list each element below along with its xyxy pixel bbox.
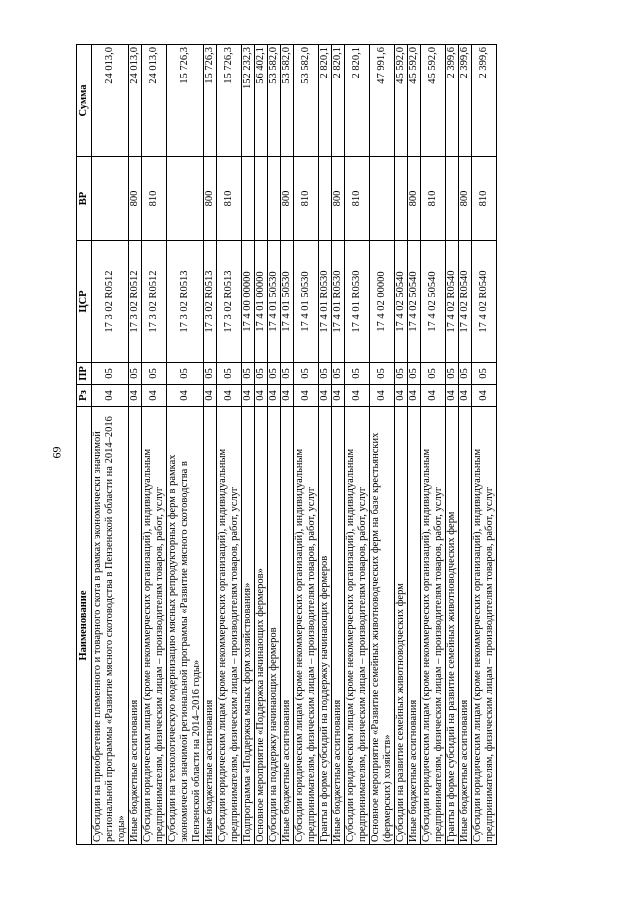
cell-vr: 800 bbox=[408, 157, 421, 241]
cell-sum: 45 592,0 bbox=[395, 45, 408, 157]
cell-vr: 810 bbox=[142, 157, 167, 241]
cell-vr: 810 bbox=[472, 157, 497, 241]
cell-sum: 53 582,0 bbox=[294, 45, 319, 157]
cell-pr: 05 bbox=[242, 363, 255, 385]
cell-vr bbox=[319, 157, 332, 241]
cell-csr: 17 3 02 R0513 bbox=[204, 241, 217, 363]
table-row bbox=[370, 45, 395, 845]
cell-pr: 05 bbox=[332, 363, 345, 385]
cell-vr: 810 bbox=[217, 157, 242, 241]
cell-csr: 17 3 02 R0512 bbox=[129, 241, 142, 363]
cell-name: Субсидии на приобретение племенного и товарного скота в рамках экономически значимой региональной программы «Развитие мясного скотоводства в Пензенской области на 2014–2016 годы» bbox=[92, 407, 129, 845]
cell-rz: 04 bbox=[204, 385, 217, 407]
cell-vr bbox=[446, 157, 459, 241]
page-number-container bbox=[47, 0, 67, 905]
cell-vr: 800 bbox=[332, 157, 345, 241]
cell-sum: 53 582,0 bbox=[281, 45, 294, 157]
cell-rz: 04 bbox=[217, 385, 242, 407]
cell-pr: 05 bbox=[294, 363, 319, 385]
cell-sum: 45 592,0 bbox=[421, 45, 446, 157]
cell-sum: 2 820,1 bbox=[345, 45, 370, 157]
cell-sum: 53 582,0 bbox=[268, 45, 281, 157]
table-row bbox=[294, 45, 319, 845]
cell-rz: 04 bbox=[395, 385, 408, 407]
cell-name: Субсидии юридическим лицам (кроме некоммерческих организаций), индивидуальным предпринимателям, физическим лицам – производителям товаров, работ, услуг bbox=[294, 407, 319, 845]
table-row bbox=[421, 45, 446, 845]
cell-csr: 17 4 01 00000 bbox=[255, 241, 268, 363]
cell-vr bbox=[255, 157, 268, 241]
cell-csr: 17 3 02 R0513 bbox=[217, 241, 242, 363]
cell-vr bbox=[268, 157, 281, 241]
cell-rz: 04 bbox=[345, 385, 370, 407]
cell-vr: 800 bbox=[129, 157, 142, 241]
table-row bbox=[268, 45, 281, 845]
cell-name: Подпрограмма «Поддержка малых форм хозяйствования» bbox=[242, 407, 255, 845]
cell-vr: 810 bbox=[294, 157, 319, 241]
cell-rz: 04 bbox=[332, 385, 345, 407]
cell-sum: 45 592,0 bbox=[408, 45, 421, 157]
cell-name: Основное мероприятие «Поддержка начинающих фермеров» bbox=[255, 407, 268, 845]
cell-sum: 15 726,3 bbox=[217, 45, 242, 157]
cell-csr: 17 3 02 R0512 bbox=[92, 241, 129, 363]
cell-pr: 05 bbox=[459, 363, 472, 385]
cell-name: Субсидии юридическим лицам (кроме некоммерческих организаций), индивидуальным предпринимателям, физическим лицам – производителям товаров, работ, услуг bbox=[217, 407, 242, 845]
cell-name: Субсидии на технологическую модернизацию мясных репродукторных ферм в рамках экономически значимой региональной программы «Развитие мясного скотоводства в Пензенской области на 2014–2016 годы» bbox=[167, 407, 204, 845]
header-vr: ВР bbox=[77, 157, 92, 241]
cell-pr: 05 bbox=[408, 363, 421, 385]
cell-rz: 04 bbox=[268, 385, 281, 407]
cell-vr bbox=[395, 157, 408, 241]
cell-sum: 15 726,3 bbox=[167, 45, 204, 157]
cell-rz: 04 bbox=[142, 385, 167, 407]
cell-pr: 05 bbox=[204, 363, 217, 385]
table-body bbox=[92, 45, 497, 845]
cell-csr: 17 3 02 R0512 bbox=[142, 241, 167, 363]
cell-name: Иные бюджетные ассигнования bbox=[408, 407, 421, 845]
cell-sum: 2 399,6 bbox=[472, 45, 497, 157]
header-name: Наименование bbox=[77, 407, 92, 845]
cell-name: Гранты в форме субсидий на развитие семейных животноводческих ферм bbox=[446, 407, 459, 845]
cell-rz: 04 bbox=[242, 385, 255, 407]
cell-rz: 04 bbox=[459, 385, 472, 407]
cell-rz: 04 bbox=[129, 385, 142, 407]
cell-csr: 17 4 01 50530 bbox=[294, 241, 319, 363]
cell-rz: 04 bbox=[370, 385, 395, 407]
cell-vr: 810 bbox=[421, 157, 446, 241]
table-row bbox=[345, 45, 370, 845]
cell-csr: 17 4 02 50540 bbox=[408, 241, 421, 363]
budget-table bbox=[76, 44, 497, 845]
table-row bbox=[395, 45, 408, 845]
cell-name: Иные бюджетные ассигнования bbox=[459, 407, 472, 845]
cell-vr: 800 bbox=[281, 157, 294, 241]
cell-pr: 05 bbox=[167, 363, 204, 385]
table-row bbox=[281, 45, 294, 845]
cell-name: Иные бюджетные ассигнования bbox=[129, 407, 142, 845]
cell-sum: 24 013,0 bbox=[92, 45, 129, 157]
cell-rz: 04 bbox=[255, 385, 268, 407]
table-row bbox=[142, 45, 167, 845]
table-row bbox=[129, 45, 142, 845]
cell-sum: 2 399,6 bbox=[446, 45, 459, 157]
table-row bbox=[217, 45, 242, 845]
cell-sum: 15 726,3 bbox=[204, 45, 217, 157]
cell-pr: 05 bbox=[370, 363, 395, 385]
cell-sum: 2 820,1 bbox=[332, 45, 345, 157]
cell-sum: 2 399,6 bbox=[459, 45, 472, 157]
cell-rz: 04 bbox=[294, 385, 319, 407]
cell-vr: 800 bbox=[204, 157, 217, 241]
header-csr: ЦСР bbox=[77, 241, 92, 363]
cell-csr: 17 4 02 R0540 bbox=[446, 241, 459, 363]
cell-rz: 04 bbox=[92, 385, 129, 407]
cell-pr: 05 bbox=[281, 363, 294, 385]
table-row bbox=[319, 45, 332, 845]
cell-pr: 05 bbox=[255, 363, 268, 385]
cell-rz: 04 bbox=[281, 385, 294, 407]
cell-rz: 04 bbox=[421, 385, 446, 407]
header-rz: Рз bbox=[77, 385, 92, 407]
table-row bbox=[242, 45, 255, 845]
cell-pr: 05 bbox=[142, 363, 167, 385]
table-row bbox=[204, 45, 217, 845]
cell-pr: 05 bbox=[92, 363, 129, 385]
table-row bbox=[408, 45, 421, 845]
cell-csr: 17 4 01 50530 bbox=[268, 241, 281, 363]
cell-vr bbox=[370, 157, 395, 241]
cell-csr: 17 4 02 00000 bbox=[370, 241, 395, 363]
cell-sum: 24 013,0 bbox=[142, 45, 167, 157]
table-row bbox=[459, 45, 472, 845]
cell-name: Основное мероприятие «Развитие семейных животноводческих ферм на базе крестьянских (фермерских) хозяйств» bbox=[370, 407, 395, 845]
cell-name: Субсидии юридическим лицам (кроме некоммерческих организаций), индивидуальным предпринимателям, физическим лицам – производителям товаров, работ, услуг bbox=[421, 407, 446, 845]
cell-pr: 05 bbox=[472, 363, 497, 385]
cell-rz: 04 bbox=[167, 385, 204, 407]
cell-name: Иные бюджетные ассигнования bbox=[281, 407, 294, 845]
cell-pr: 05 bbox=[395, 363, 408, 385]
cell-vr bbox=[167, 157, 204, 241]
cell-rz: 04 bbox=[319, 385, 332, 407]
cell-vr bbox=[92, 157, 129, 241]
cell-pr: 05 bbox=[129, 363, 142, 385]
table-row bbox=[255, 45, 268, 845]
cell-sum: 152 232,3 bbox=[242, 45, 255, 157]
table-row bbox=[332, 45, 345, 845]
cell-csr: 17 4 01 R0530 bbox=[332, 241, 345, 363]
cell-rz: 04 bbox=[472, 385, 497, 407]
table-row bbox=[472, 45, 497, 845]
table-row bbox=[92, 45, 129, 845]
cell-csr: 17 4 02 50540 bbox=[421, 241, 446, 363]
cell-name: Гранты в форме субсидий на поддержку начинающих фермеров bbox=[319, 407, 332, 845]
cell-name: Субсидии на поддержку начинающих фермеров bbox=[268, 407, 281, 845]
cell-csr: 17 4 02 R0540 bbox=[472, 241, 497, 363]
cell-csr: 17 3 02 R0513 bbox=[167, 241, 204, 363]
header-sum: Сумма bbox=[77, 45, 92, 157]
cell-pr: 05 bbox=[345, 363, 370, 385]
cell-csr: 17 4 01 R0530 bbox=[319, 241, 332, 363]
cell-sum: 47 991,6 bbox=[370, 45, 395, 157]
table-row bbox=[446, 45, 459, 845]
cell-sum: 24 013,0 bbox=[129, 45, 142, 157]
cell-name: Субсидии на развитие семейных животноводческих ферм bbox=[395, 407, 408, 845]
cell-rz: 04 bbox=[408, 385, 421, 407]
table-header-row bbox=[77, 45, 92, 845]
cell-vr: 810 bbox=[345, 157, 370, 241]
cell-name: Субсидии юридическим лицам (кроме некоммерческих организаций), индивидуальным предпринимателям, физическим лицам – производителям товаров, работ, услуг bbox=[472, 407, 497, 845]
cell-name: Субсидии юридическим лицам (кроме некоммерческих организаций), индивидуальным предпринимателям, физическим лицам – производителям товаров, работ, услуг bbox=[142, 407, 167, 845]
cell-pr: 05 bbox=[421, 363, 446, 385]
cell-name: Иные бюджетные ассигнования bbox=[332, 407, 345, 845]
cell-rz: 04 bbox=[446, 385, 459, 407]
page-number: 69 bbox=[49, 446, 64, 459]
cell-pr: 05 bbox=[268, 363, 281, 385]
cell-sum: 2 820,1 bbox=[319, 45, 332, 157]
cell-csr: 17 4 00 00000 bbox=[242, 241, 255, 363]
cell-pr: 05 bbox=[319, 363, 332, 385]
cell-csr: 17 4 01 R0530 bbox=[345, 241, 370, 363]
rotated-page bbox=[76, 45, 600, 845]
cell-sum: 56 402,1 bbox=[255, 45, 268, 157]
cell-csr: 17 4 01 50530 bbox=[281, 241, 294, 363]
cell-vr: 800 bbox=[459, 157, 472, 241]
cell-csr: 17 4 02 50540 bbox=[395, 241, 408, 363]
table-row bbox=[167, 45, 204, 845]
cell-name: Субсидии юридическим лицам (кроме некоммерческих организаций), индивидуальным предпринимателям, физическим лицам – производителям товаров, работ, услуг bbox=[345, 407, 370, 845]
cell-pr: 05 bbox=[217, 363, 242, 385]
cell-vr bbox=[242, 157, 255, 241]
cell-name: Иные бюджетные ассигнования bbox=[204, 407, 217, 845]
header-pr: ПР bbox=[77, 363, 92, 385]
cell-pr: 05 bbox=[446, 363, 459, 385]
cell-csr: 17 4 02 R0540 bbox=[459, 241, 472, 363]
